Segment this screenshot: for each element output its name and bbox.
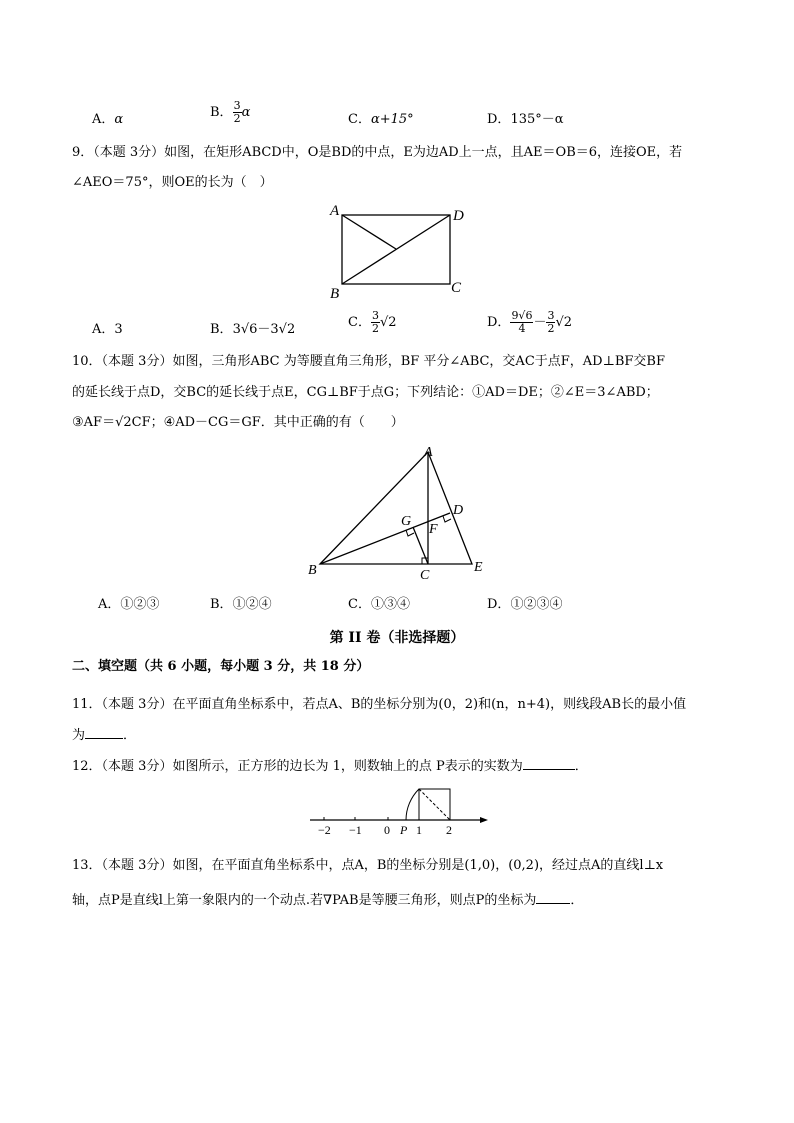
segment-ao <box>342 215 396 249</box>
q12-number-line-figure <box>300 782 500 840</box>
q13-answer-blank[interactable] <box>536 891 570 904</box>
q10-stem-line2: 的延长线于点D，交BC的延长线于点E，CG⊥BF于点G；下列结论：①AD＝DE；②∠E＝3∠ABD； <box>72 385 659 400</box>
label-d: D <box>453 503 464 518</box>
triangle-abe <box>320 452 472 564</box>
point-p-label: P <box>400 823 408 837</box>
q8-option-b: B． $\frac{3}{2}$ α <box>210 99 251 125</box>
q10-option-b: B．①②④ <box>210 597 272 612</box>
q11-answer-blank[interactable] <box>85 726 123 739</box>
axis-arrow <box>480 817 488 823</box>
right-angle-mark-d <box>443 516 451 522</box>
q10-option-d: D．①②③④ <box>487 597 563 612</box>
square-diagonal <box>419 789 450 820</box>
label-b: B <box>308 563 317 578</box>
label-g: G <box>401 514 412 529</box>
q8-option-c: C．α+15° <box>348 112 414 127</box>
label-f: F <box>429 522 438 537</box>
label-a: A <box>424 445 433 460</box>
q12-answer-blank[interactable] <box>523 757 575 770</box>
tick-label-2: 2 <box>446 823 452 837</box>
q8-option-d: D．135°－α <box>487 112 564 127</box>
section-title: 第 II 卷（非选择题） <box>329 630 465 646</box>
q11-stem-line2: 为 ． <box>72 728 137 743</box>
label-d: D <box>453 208 464 224</box>
tick-label-1: 1 <box>416 823 422 837</box>
label-e: E <box>474 560 483 575</box>
tick-label-minus-2: −2 <box>318 823 331 837</box>
q9-option-d: D． $\frac{9√6}{4}$ － $\frac{3}{2}$ √2 <box>487 309 573 335</box>
q11-stem-line1: 11．（本题 3分）在平面直角坐标系中，若点A、B的坐标分别为(0，2)和(n，n+4)，则线段AB长的最小值 <box>72 697 687 712</box>
q9-option-b: B．3√6－3√2 <box>210 322 296 337</box>
q9-stem-line1: 9．（本题 3分）如图，在矩形ABCD中，O是BD的中点，E为边AD上一点，且AE＝OB＝6，连接OE，若 <box>72 145 683 160</box>
q9-option-c: C． $\frac{3}{2}$ √2 <box>348 309 397 335</box>
q10-stem-line3: ③AF＝√2CF；④AD－CG＝GF．其中正确的有（ ） <box>72 415 404 430</box>
q9-rectangle-figure <box>320 200 480 300</box>
q10-triangle-figure <box>300 440 500 585</box>
label-c: C <box>451 280 462 296</box>
tick-label-minus-1: −1 <box>349 823 362 837</box>
q10-option-a: A．①②③ <box>98 597 160 612</box>
label-a: A <box>330 203 340 219</box>
q13-stem-line2: 轴，点P是直线l上第一象限内的一个动点.若∇PAB是等腰三角形，则点P的坐标为 ． <box>72 893 584 908</box>
label-b: B <box>330 286 340 300</box>
q12-stem: 12．（本题 3分）如图所示，正方形的边长为 1，则数轴上的点 P表示的实数为 ． <box>72 759 588 774</box>
q9-option-a: A．3 <box>92 322 123 337</box>
part-two-header: 二、填空题（共 6 小题，每小题 3 分，共 18 分） <box>72 659 370 674</box>
q8-option-a: A．α <box>92 112 124 127</box>
compass-arc <box>406 789 419 820</box>
q13-stem-line1: 13．（本题 3分）如图，在平面直角坐标系中，点A，B的坐标分别是(1,0)，(0,2)，经过点A的直线l⊥x <box>72 858 664 873</box>
segment-bd <box>320 513 450 564</box>
q10-option-c: C．①③④ <box>348 597 410 612</box>
q9-stem-line2: ∠AEO＝75°，则OE的长为（ ） <box>72 175 273 190</box>
right-angle-mark-g <box>406 530 414 536</box>
label-c: C <box>420 568 430 583</box>
tick-label-0: 0 <box>384 823 390 837</box>
q10-stem-line1: 10．（本题 3分）如图，三角形ABC 为等腰直角三角形，BF 平分∠ABC，交AC于点F，AD⊥BF交BF <box>72 354 665 369</box>
